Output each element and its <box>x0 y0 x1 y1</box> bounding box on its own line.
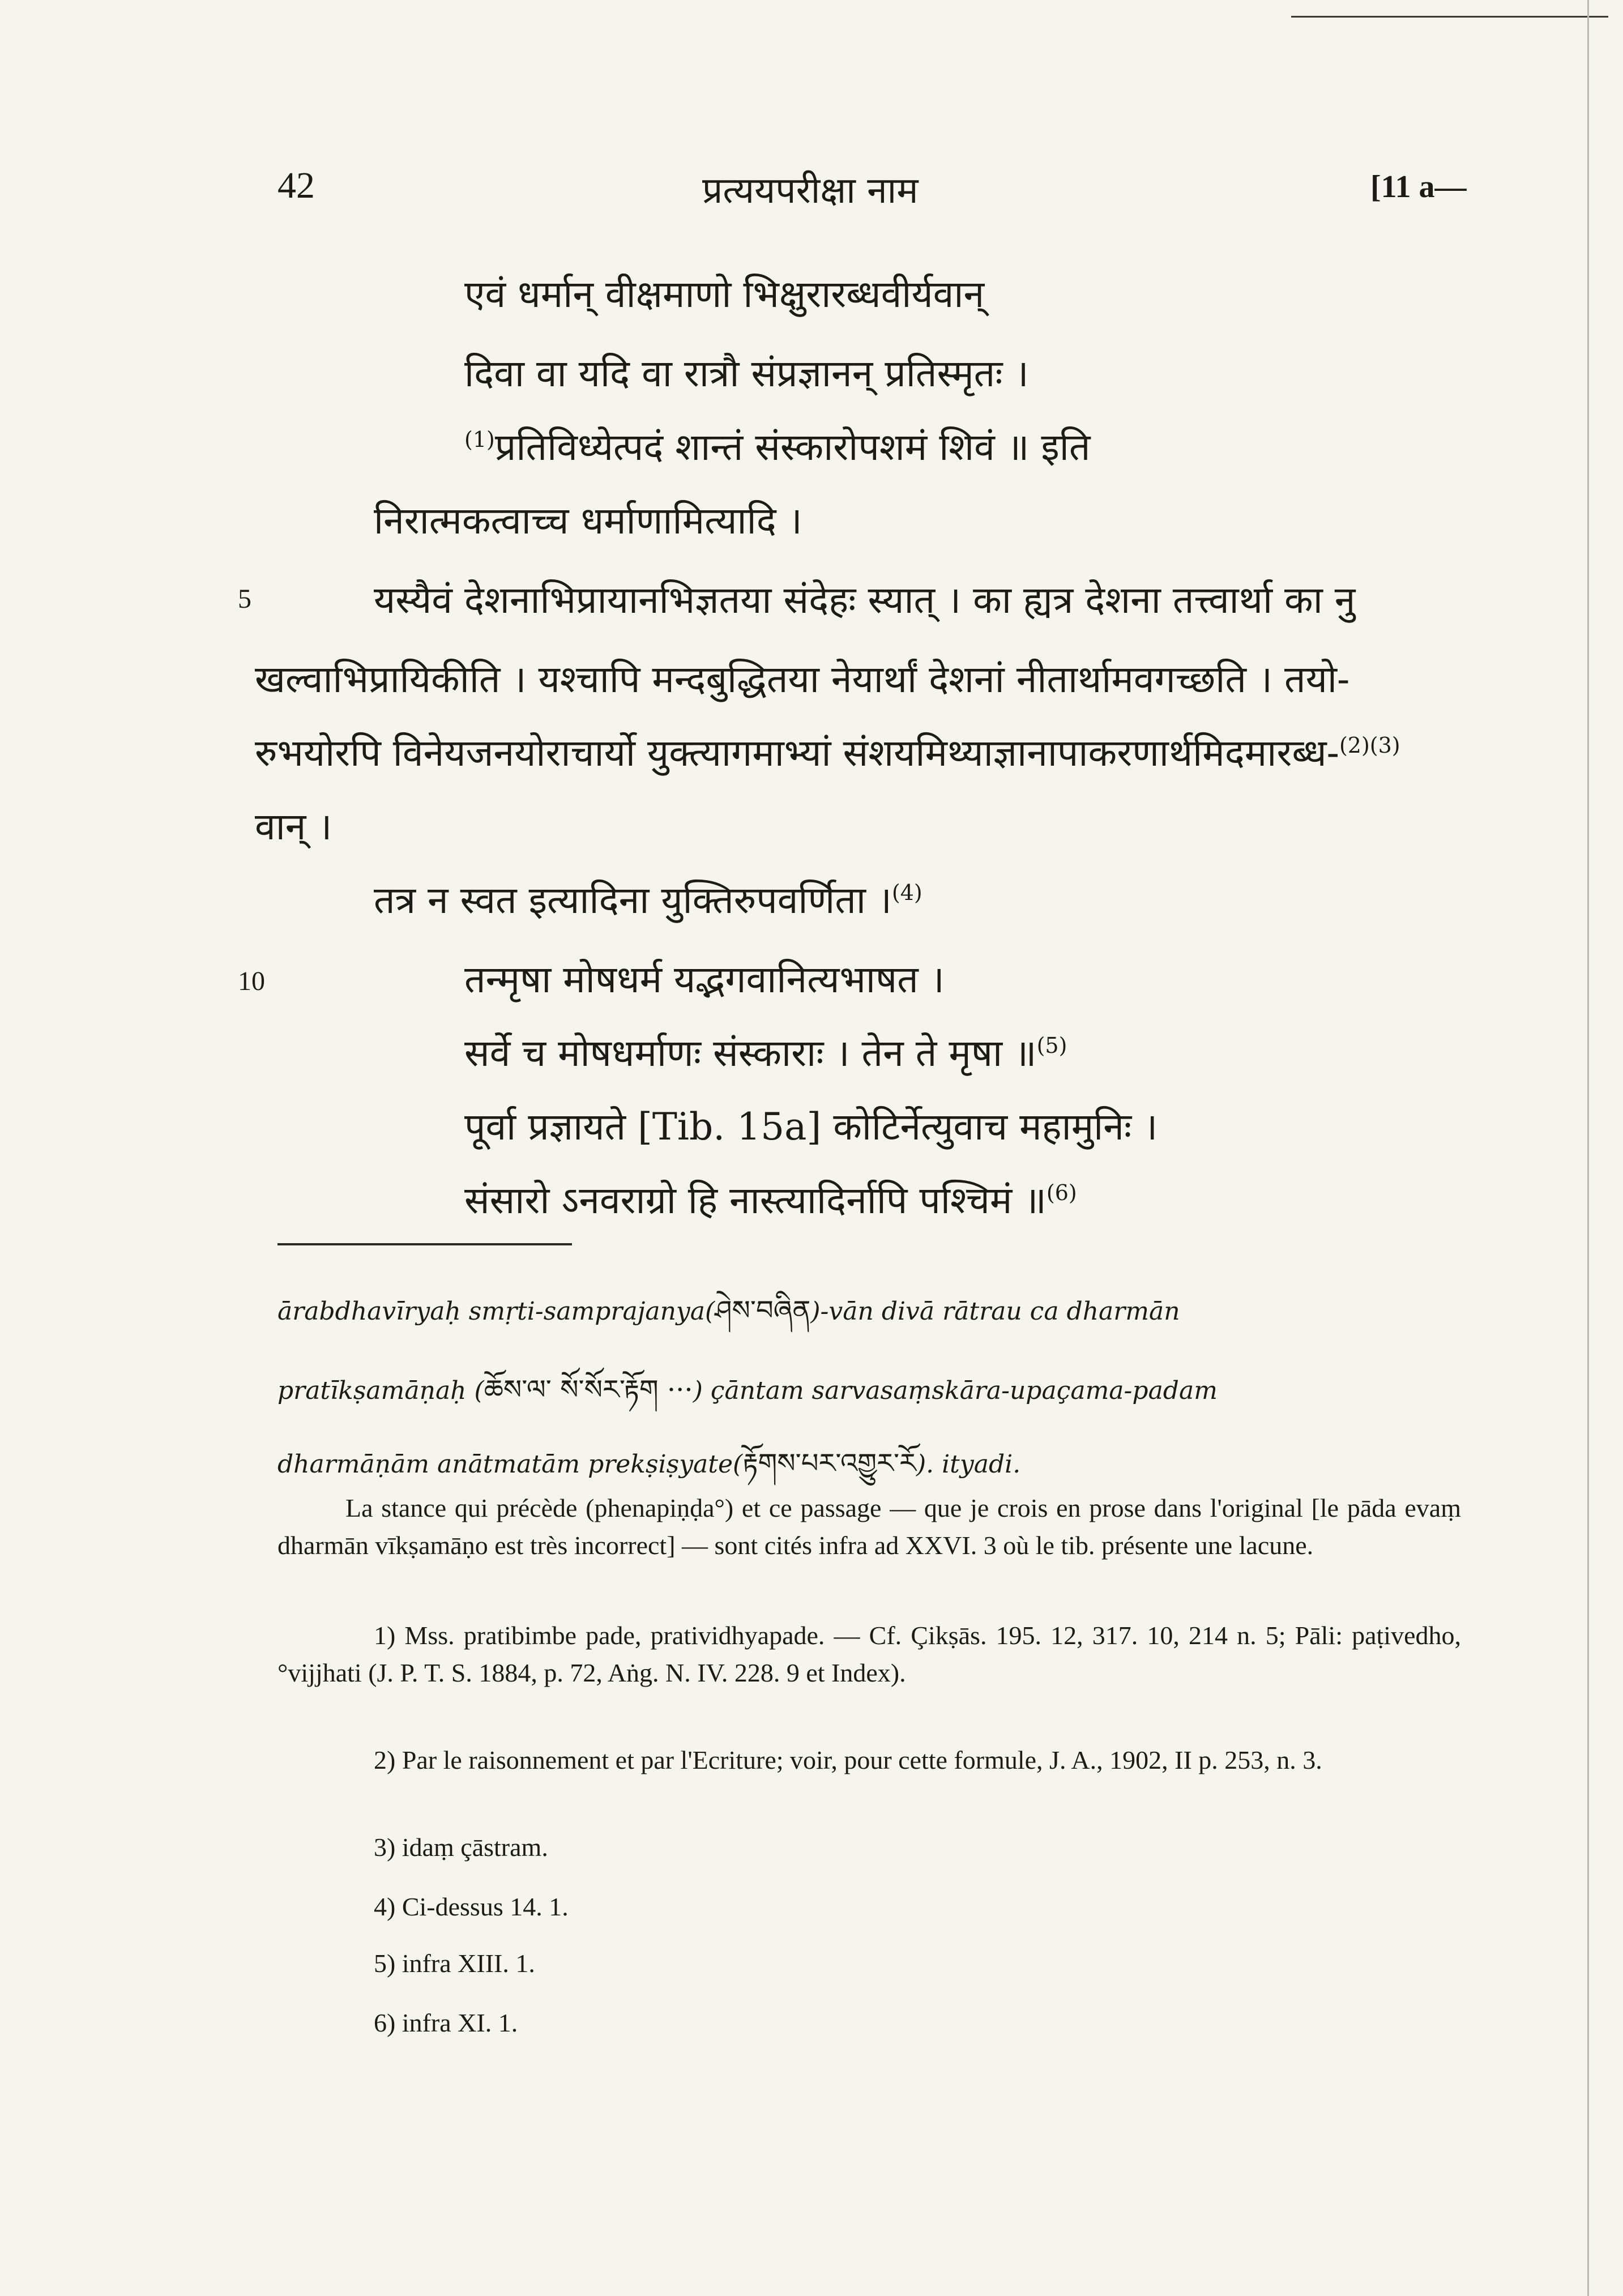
prose-text: रुभयोरपि विनेयजनयोराचार्यो युक्त्यागमाभ्यां संशयमिथ्याज्ञानापाकरणार्थमिदमारब्ध- <box>255 731 1339 775</box>
footnote-text: 1) Mss. pratibimbe pade, pratividhyapade. — Cf. Çikṣās. 195. 12, 317. 10, 214 n. 5; Pāli: paṭivedho, °vijjhati (J. P. T. S. 1884, p. 72, Aṅg. N. IV. 228. 9 et Index). <box>277 1621 1461 1687</box>
verse-line: पूर्वा प्रज्ञायते [Tib. 15a] कोटिर्नेत्युवाच महामुनिः । <box>464 1105 1158 1149</box>
note-marker: (4) <box>891 880 922 905</box>
translit-text: pratīkṣamāṇaḥ ( <box>277 1376 484 1405</box>
footnote-paragraph <box>277 1490 1461 1564</box>
verse-text: सर्वे च मोषधर्माणः संस्काराः । तेन ते मृषा ॥ <box>464 1031 1037 1075</box>
footnote-translit-line <box>277 1280 1180 1356</box>
prose-text: तत्र न स्वत इत्यादिना युक्तिरुपवर्णिता । <box>374 878 892 922</box>
footnote-separator-rule <box>277 1243 572 1245</box>
footnote-4: 4) Ci-dessus 14. 1. <box>374 1892 569 1921</box>
footnote-5: 5) infra XIII. 1. <box>374 1949 535 1978</box>
footnote-text: 2) Par le raisonnement et par l'Ecriture; voir, pour cette formule, J. A., 1902, II p. 253, n. 3. <box>374 1746 1322 1774</box>
footnote-3: 3) idaṃ çāstram. <box>374 1833 548 1862</box>
tibetan-text: ཤེས་བཞིན <box>715 1295 811 1326</box>
translit-text: ārabdhavīryaḥ smṛti-samprajanya( <box>277 1297 715 1326</box>
footnote-translit-line <box>277 1359 1218 1436</box>
note-marker: (1) <box>464 427 495 452</box>
verse-line <box>464 425 1091 470</box>
line-number-10: 10 <box>238 966 265 996</box>
translit-text: ). ityadi. <box>916 1450 1021 1479</box>
footnote-2 <box>277 1742 1461 1779</box>
note-marker: (3) <box>1369 733 1400 758</box>
prose-line <box>374 878 922 923</box>
prose-line: यस्यैवं देशनाभिप्रायानभिज्ञतया संदेहः स्यात् । का ह्यत्र देशना तत्त्वार्था का नु <box>374 578 1356 622</box>
translit-text: dharmāṇām anātmatām prekṣiṣyate( <box>277 1450 743 1479</box>
translit-text: ) çāntam sarvasaṃskāra-upaçama-padam <box>693 1376 1218 1405</box>
verse-text: संसारो ऽनवराग्रो हि नास्त्यादिर्नापि पश्चिमं ॥ <box>464 1179 1047 1222</box>
footnote-paragraph-text: La stance qui précède (phenapiṇḍa°) et ce passage — que je crois en prose dans l'original [le pāda evaṃ dharmān vīkṣamāṇo est très incorrect] — sont cités infra ad XXVI. 3 où le tib. présente une lacune. <box>277 1493 1461 1560</box>
footnote-6: 6) infra XI. 1. <box>374 2008 518 2037</box>
footnote-1 <box>277 1617 1461 1692</box>
line-number-5: 5 <box>238 584 251 614</box>
folio-reference: [11 a— <box>1370 169 1467 204</box>
verse-line <box>464 1178 1077 1223</box>
verse-line <box>464 1031 1067 1076</box>
page-edge-top <box>1291 16 1608 18</box>
tibetan-text: ཆོས་ལ་ སོ་སོར་རྟོག ··· <box>484 1374 693 1406</box>
prose-line: खल्वाभिप्रायिकीति । यश्चापि मन्दबुद्धितया नेयार्थां देशनां नीतार्थामवगच्छति । तयो- <box>255 658 1350 701</box>
prose-line: वान् । <box>255 805 332 848</box>
note-marker: (5) <box>1036 1033 1067 1058</box>
page-edge-right <box>1587 0 1589 2296</box>
prose-line <box>255 731 1400 775</box>
page-number: 42 <box>277 165 315 206</box>
verse-line: एवं धर्मान् वीक्षमाणो भिक्षुरारब्धवीर्यवान् <box>464 272 985 316</box>
page-header <box>0 164 1623 227</box>
note-marker: (2) <box>1339 733 1370 758</box>
prose-line: निरात्मकत्वाच्च धर्माणामित्यादि । <box>374 499 802 543</box>
note-marker: (6) <box>1046 1180 1077 1205</box>
verse-line: तन्मृषा मोषधर्म यद्भगवानित्यभाषत । <box>464 958 945 1001</box>
running-title: प्रत्ययपरीक्षा नाम <box>702 170 919 212</box>
tibetan-text: རྟོགས་པར་འགྱུར་རོ <box>742 1448 916 1479</box>
translit-text: )-vān divā rātrau ca dharmān <box>810 1297 1180 1326</box>
verse-text: प्रतिविध्येत्पदं शान्तं संस्कारोपशमं शिवं ॥ इति <box>494 425 1091 469</box>
verse-line: दिवा वा यदि वा रात्रौ संप्रज्ञानन् प्रतिस्मृतः । <box>464 352 1029 395</box>
